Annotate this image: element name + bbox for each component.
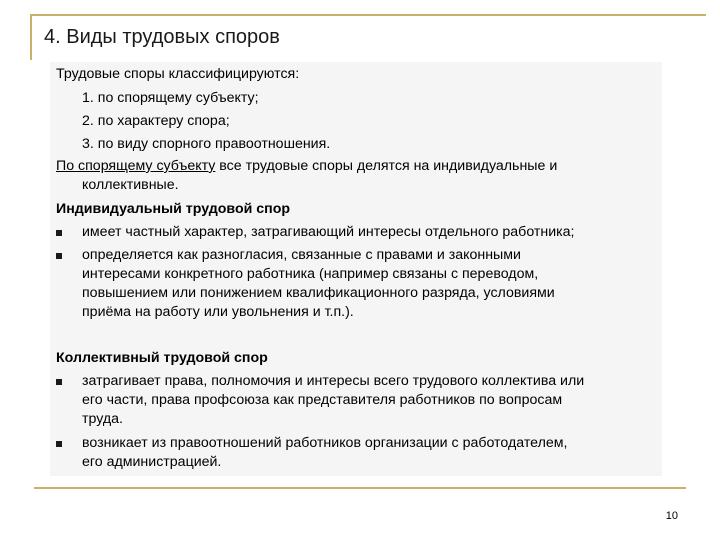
frame-left-rule <box>30 14 32 60</box>
classification-item: 2. по характеру спора; <box>82 113 230 129</box>
bullet-text: повышением или понижением квалификационного разряда, условиями <box>82 285 555 301</box>
bullet-marker <box>56 441 62 447</box>
individual-heading: Индивидуальный трудовой спор <box>56 201 291 217</box>
collective-heading: Коллективный трудовой спор <box>56 350 268 366</box>
bullet-text: приёма на работу или увольнения и т.п.). <box>82 304 354 320</box>
bullet-marker <box>56 230 62 236</box>
subject-paragraph <box>56 157 557 175</box>
bullet-text: возникает из правоотношений работников организации с работодателем, <box>82 435 568 451</box>
subject-heading: По спорящему субъекту <box>56 158 216 174</box>
classification-item: 3. по виду спорного правоотношения. <box>82 136 331 152</box>
bullet-text: интересами конкретного работника (например связаны с переводом, <box>82 266 539 282</box>
bullet-marker <box>56 379 62 385</box>
intro-text: Трудовые споры классифицируются: <box>56 66 300 82</box>
bullet-text: его части, права профсоюза как представителя работников по вопросам <box>82 392 563 408</box>
bullet-text: имеет частный характер, затрагивающий интересы отдельного работника; <box>82 224 575 240</box>
bullet-text: определяется как разногласия, связанные с правами и законными <box>82 247 521 263</box>
subject-text-cont: коллективные. <box>82 177 179 193</box>
subject-text: все трудовые споры делятся на индивидуальные и <box>215 158 558 174</box>
slide-title: 4. Виды трудовых споров <box>44 26 280 48</box>
frame-bottom-rule <box>34 487 686 489</box>
frame-top-rule <box>30 14 706 16</box>
bullet-text: труда. <box>82 411 123 427</box>
page-number: 10 <box>665 510 678 522</box>
classification-item: 1. по спорящему субъекту; <box>82 90 259 106</box>
bullet-text: затрагивает права, полномочия и интересы всего трудового коллектива или <box>82 373 585 389</box>
bullet-marker <box>56 253 62 259</box>
bullet-text: его администрацией. <box>82 454 222 470</box>
